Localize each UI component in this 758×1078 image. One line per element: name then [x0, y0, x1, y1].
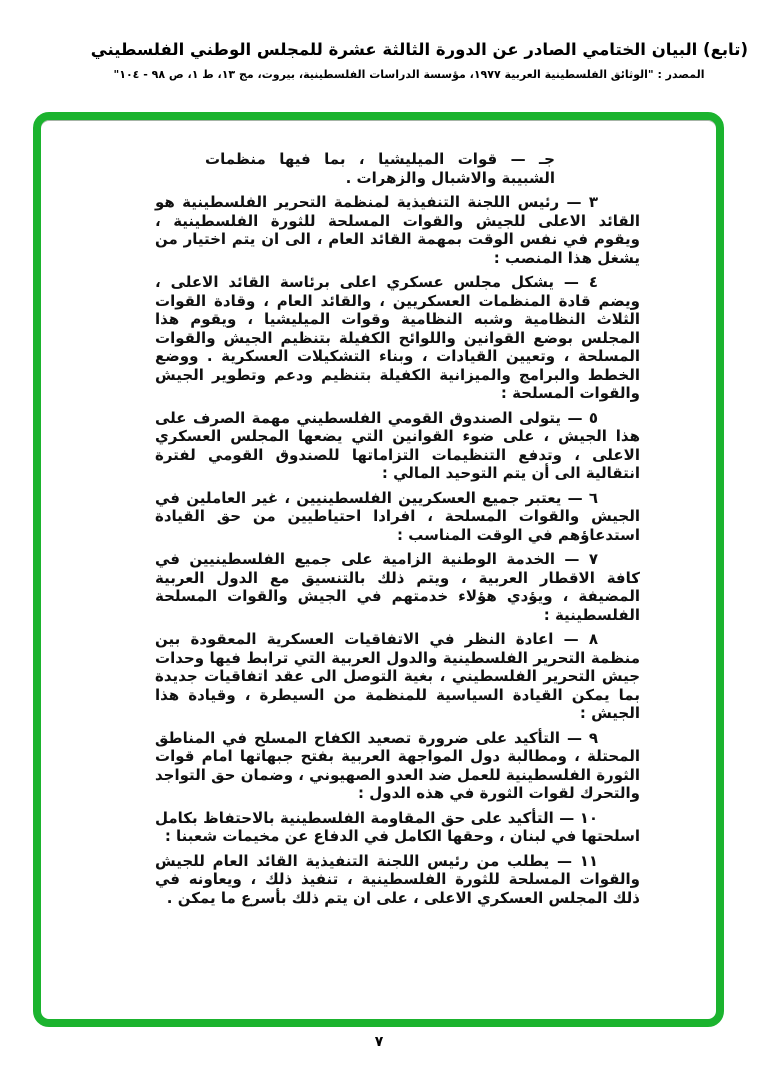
clause-6: ٦ — يعتبر جميع العسكريين الفلسطينيين ، غير العاملين في الجيش والقوات المسلحة ، افرادا احتياطيين من حق القيادة استدعاؤهم في الوقت المناسب : — [155, 488, 640, 544]
clause-8: ٨ — اعادة النظر في الاتفاقيات العسكرية المعقودة بين منظمة التحرير الفلسطينية والدول العربية التي ترابط فيها وحدات جيش التحرير الفلسطيني ، بغية التوصل الى عقد اتفاقيات جديدة بما يمكن القيادة السياسية للمنظمة من السيطرة ، وقيادة هذا الجيش : — [155, 630, 640, 722]
clause-5: ٥ — يتولى الصندوق القومي الفلسطيني مهمة الصرف على هذا الجيش ، على ضوء القوانين التي يضعها المجلس العسكري الاعلى ، وتدفع التنظيمات التزاماتها للصندوق القومي لفترة انتقالية الى أن يتم التوحيد المالي : — [155, 408, 640, 482]
clause-11: ١١ — يطلب من رئيس اللجنة التنفيذية القائد العام للجيش والقوات المسلحة للثورة الفلسطينية ، تنفيذ ذلك ، ويعاونه في ذلك المجلس العسكري الاعلى ، على ان يتم ذلك بأسرع ما يمكن . — [155, 851, 640, 907]
clause-4: ٤ — يشكل مجلس عسكري اعلى برئاسة القائد الاعلى ، ويضم قادة المنظمات العسكريين ، والقائد العام ، وقادة القوات الثلاث النظامية وشبه النظامية وقوات الميليشيا ، ويقوم هذا المجلس بوضع القوانين واللوائح الكفيلة بتنظيم الجيش والقوات المسلحة ، وتعيين القيادات ، وبناء التشكيلات العسكرية . ووضع الخطط والبرامج والميزانية الكفيلة بتنظيم ودعم وتطوير الجيش والقوات المسلحة : — [155, 273, 640, 402]
document-source-citation: المصدر : "الوثائق الفلسطينية العربية ١٩٧٧، مؤسسة الدراسات الفلسطينية، بيروت، مج ١٣، ط ١، ص ٩٨ - ١٠٤" — [113, 68, 705, 81]
clause-7: ٧ — الخدمة الوطنية الزامية على جميع الفلسطينيين في كافة الاقطار العربية ، ويتم ذلك بالتنسيق مع الدول العربية المضيفة ، ويؤدي هؤلاء خدمتهم في الجيش والقوات المسلحة الفلسطينية : — [155, 550, 640, 624]
page-number: ٧ — [374, 1034, 384, 1050]
page-header — [70, 40, 748, 81]
document-body-text — [155, 150, 640, 913]
clause-3: ٣ — رئيس اللجنة التنفيذية لمنظمة التحرير الفلسطينية هو القائد الاعلى للجيش والقوات المسلحة للثورة الفلسطينية ، ويقوم في نفس الوقت بمهمة القائد العام ، الى ان يتم اختيار من يشغل هذا المنصب : — [155, 193, 640, 267]
document-title: (تابع) البيان الختامي الصادر عن الدورة الثالثة عشرة للمجلس الوطني الفلسطيني — [90, 40, 748, 59]
clause-9: ٩ — التأكيد على ضرورة تصعيد الكفاح المسلح في المناطق المحتلة ، ومطالبة دول المواجهة العربية بفتح جبهاتها امام قوات الثورة الفلسطينية للعمل ضد العدو الصهيوني ، وضمان حق التواجد والتحرك لقوات الثورة في هذه الدول : — [155, 728, 640, 802]
clause-10: ١٠ — التأكيد على حق المقاومة الفلسطينية بالاحتفاظ بكامل اسلحتها في لبنان ، وحقها الكامل في الدفاع عن مخيمات شعبنا : — [155, 808, 640, 845]
list-item-jeem: جـ — قوات الميليشيا ، بما فيها منظمات الشبيبة والاشبال والزهرات . — [205, 150, 555, 187]
